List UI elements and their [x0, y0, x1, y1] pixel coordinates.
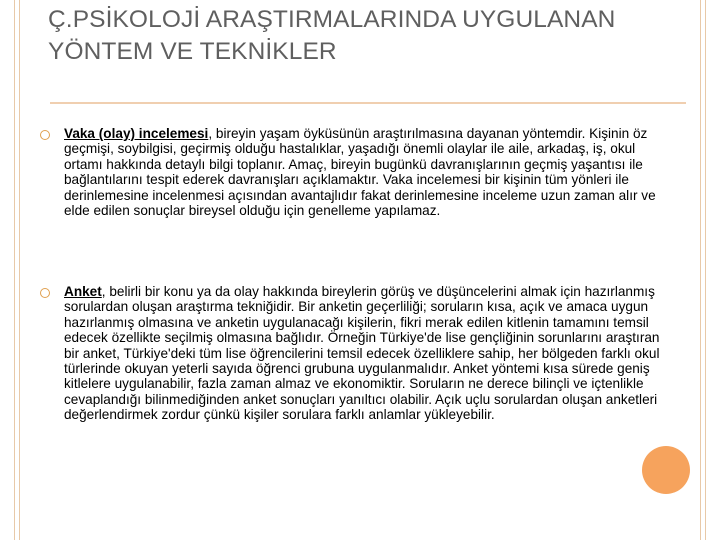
bullet-text: , belirli bir konu ya da olay hakkında bireylerin görüş ve düşüncelerini almak için hazırlanmış sorulardan oluşan araştırma tekniğidir. Bir anketin geçerliliği; soruların kısa, açık ve amaca uygun hazırlanmış olmasına ve anketin uygulanacağı kişilerin, fikri merak edilen kitlenin tamamını temsil edecek özellikte seçilmiş olmasına bağlıdır. Örneğin Türkiye'de lise gençliğinin sorunlarını araştıran bir anket, Türkiye'deki tüm lise öğrencilerini temsil edecek özelliklere sahip, her bölgeden farklı okul türlerinde okuyan yeterli sayıda öğrenci grubuna uygulanmalıdır. Anket yöntemi kısa sürede geniş kitlelere uygulanabilir, fazla zaman almaz ve ekonomiktir. Soruların ne derece bilinçli ve içtenlikle cevaplandığı bilinmediğinden anket sonuçları yanıltıcı olabilir. Açık uçlu sorulardan oluşan anketleri değerlendirmek zordur çünkü kişiler sorulara farklı anlamlar yükleyebilir.	[64, 284, 660, 423]
slide-title	[48, 4, 688, 68]
orange-circle-decoration	[642, 446, 690, 494]
bullet-term: Anket	[64, 284, 102, 299]
bullet-icon	[40, 130, 50, 140]
title-line-1: Ç.PSİKOLOJİ ARAŞTIRMALARINDA UYGULANAN	[48, 6, 616, 33]
bullet-text: , bireyin yaşam öyküsünün araştırılmasına dayanan yöntemdir. Kişinin öz geçmişi, soybilgisi, geçirmiş olduğu hastalıklar, yaşadığı önemli olaylar ile aile, arkadaş, iş, okul ortamı hakkında detaylı bilgi toplanır. Amaç, bireyin bugünkü davranışlarının geçmiş yaşantısı ile bağlantılarını tespit ederek davranışları açıklamaktır. Vaka incelemesi bir kişinin tüm yönleri ile derinlemesine incelenmesi açısından avantajlıdır fakat derinlemesine inceleme uzun zaman alır ve elde edilen sonuçlar bireysel olduğu için genelleme yapılamaz.	[64, 126, 656, 219]
title-line-2: YÖNTEM VE TEKNİKLER	[48, 38, 337, 65]
bullet-paragraph	[64, 126, 664, 218]
left-frame-decoration	[14, 0, 20, 540]
right-frame-decoration	[700, 0, 706, 540]
bullet-term: Vaka (olay) incelemesi	[64, 126, 209, 141]
bullet-icon	[40, 288, 50, 298]
title-divider	[50, 102, 686, 104]
bullet-paragraph	[64, 284, 664, 423]
